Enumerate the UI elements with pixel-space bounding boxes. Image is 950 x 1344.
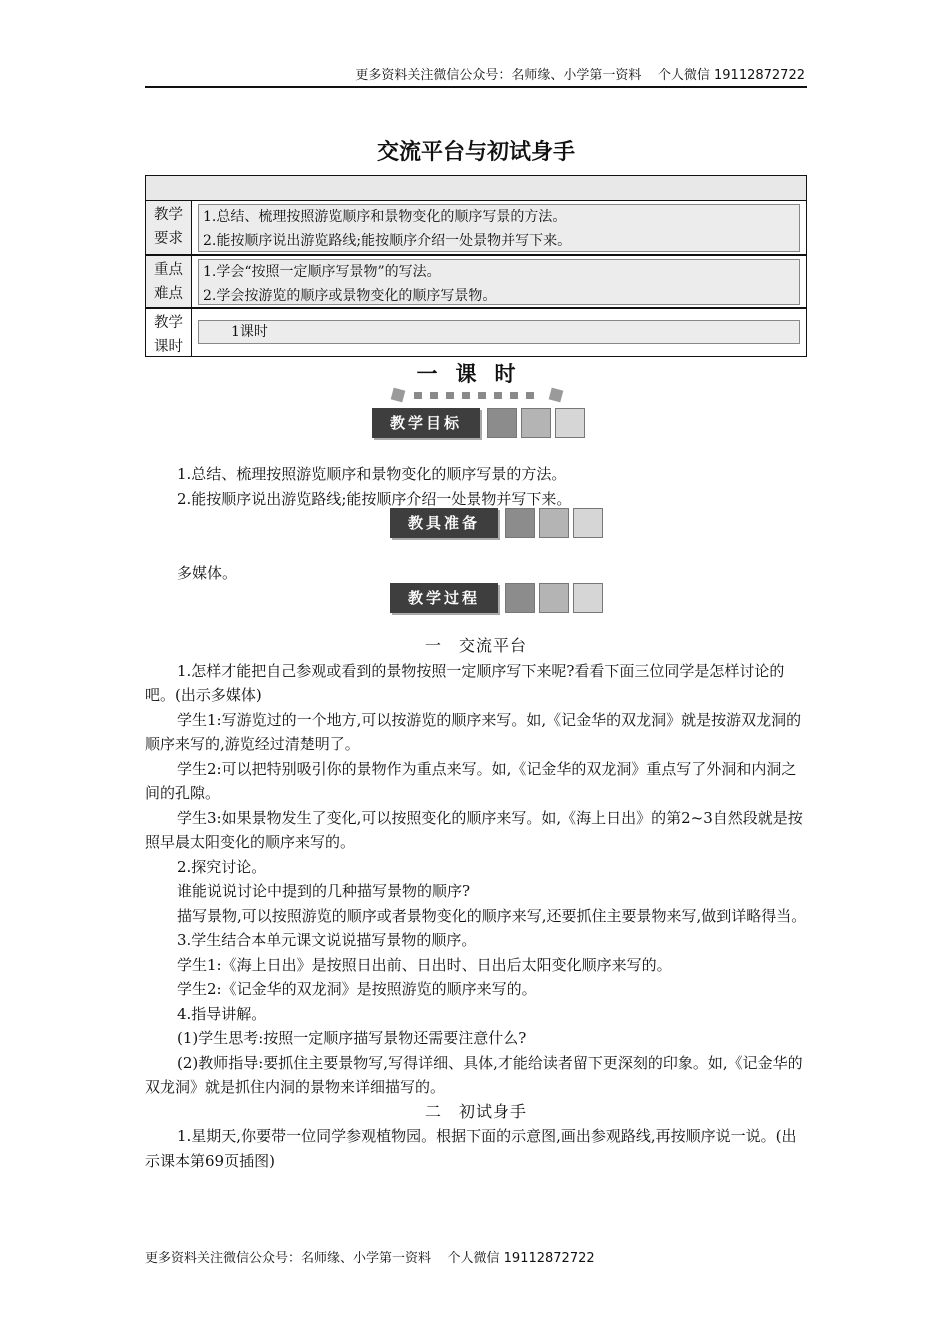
section-subtitle: 一 交流平台 xyxy=(424,636,527,655)
process-paragraph: 4.指导讲解。 xyxy=(177,1004,267,1023)
page-title: 交流平台与初试身手 xyxy=(376,140,575,165)
info-row-hours xyxy=(146,309,806,356)
lesson-banner-text: 一课时 xyxy=(416,362,534,386)
objectives-list xyxy=(145,462,807,511)
process-paragraph: (1)学生思考:按照一定顺序描写景物还需要注意什么? xyxy=(177,1029,527,1047)
objective-item: 1.总结、梳理按照游览顺序和景物变化的顺序写景的方法。 xyxy=(177,465,567,483)
label-line: 难点 xyxy=(154,286,183,302)
label-line: 教学 xyxy=(154,207,183,223)
info-table-top-bar xyxy=(146,176,806,201)
process-paragraph: 1.星期天,你要带一位同学参观植物园。根据下面的示意图,画出参观路线,再按顺序说一说。(出示课本第69页插图) xyxy=(145,1127,797,1170)
page-footer: 更多资料关注微信公众号：名师缘、小学第一资料 个人微信 19112872722 xyxy=(145,1251,595,1266)
process-paragraph: 描写景物,可以按照游览的顺序或者景物变化的顺序来写,还要抓住主要景物来写,做到详略得当。 xyxy=(177,906,807,925)
badge-square xyxy=(573,508,603,538)
badge-square xyxy=(539,583,569,613)
info-row-content xyxy=(198,320,800,344)
badge-label: 教学过程 xyxy=(390,583,498,613)
content-line: 1课时 xyxy=(231,324,268,340)
process-paragraph: 谁能说说讨论中提到的几种描写景物的顺序? xyxy=(177,882,471,900)
info-row-label xyxy=(146,309,192,356)
process-paragraph: 学生2:《记金华的双龙洞》是按照游览的顺序来写的。 xyxy=(177,980,537,998)
materials-item: 多媒体。 xyxy=(177,564,238,582)
process-paragraph: 2.探究讨论。 xyxy=(177,857,267,876)
info-row-keypoints xyxy=(146,256,806,308)
badge-square xyxy=(487,408,517,438)
badge-label: 教具准备 xyxy=(390,508,498,538)
process-paragraph: 3.学生结合本单元课文说说描写景物的顺序。 xyxy=(177,931,477,949)
banner-dots-decoration xyxy=(392,388,562,402)
process-badge xyxy=(390,583,600,615)
process-paragraph: 学生1:写游览过的一个地方,可以按游览的顺序来写。如,《记金华的双龙洞》就是按游双龙洞的顺序来写的,游览经过清楚明了。 xyxy=(145,710,802,753)
info-row-label xyxy=(146,256,192,308)
info-row-content xyxy=(198,204,800,252)
objectives-badge xyxy=(372,408,582,440)
process-paragraph: 学生2:可以把特别吸引你的景物作为重点来写。如,《记金华的双龙洞》重点写了外洞和内洞之间的孔隙。 xyxy=(145,759,797,802)
badge-square xyxy=(555,408,585,438)
header-rule xyxy=(145,86,807,88)
info-row-content xyxy=(198,259,800,305)
badge-square xyxy=(539,508,569,538)
info-row-requirements xyxy=(146,201,806,255)
content-line: 2.学会按游览的顺序或景物变化的顺序写景物。 xyxy=(203,288,497,304)
process-paragraph: (2)教师指导:要抓住主要景物写,写得详细、具体,才能给读者留下更深刻的印象。如,《记金华的双龙洞》就是抓住内洞的景物来详细描写的。 xyxy=(145,1053,803,1096)
badge-label: 教学目标 xyxy=(372,408,480,438)
badge-square xyxy=(573,583,603,613)
process-paragraph: 学生1:《海上日出》是按照日出前、日出时、日出后太阳变化顺序来写的。 xyxy=(177,955,672,974)
objective-item: 2.能按顺序说出游览路线;能按顺序介绍一处景物并写下来。 xyxy=(177,489,572,508)
label-line: 课时 xyxy=(154,339,183,355)
lesson-banner xyxy=(380,358,570,406)
label-line: 重点 xyxy=(154,262,183,278)
materials-badge xyxy=(390,508,600,540)
content-line: 2.能按顺序说出游览路线;能按顺序介绍一处景物并写下来。 xyxy=(203,233,572,249)
page-header: 更多资料关注微信公众号：名师缘、小学第一资料 个人微信 19112872722 xyxy=(355,68,805,83)
content-line: 1.总结、梳理按照游览顺序和景物变化的顺序写景的方法。 xyxy=(203,209,567,225)
info-table xyxy=(145,175,807,357)
materials-text xyxy=(145,561,807,586)
badge-square xyxy=(521,408,551,438)
process-body xyxy=(145,634,807,1173)
badge-square xyxy=(505,508,535,538)
badge-square xyxy=(505,583,535,613)
content-line: 1.学会“按照一定顺序写景物”的写法。 xyxy=(203,264,441,280)
process-paragraph: 1.怎样才能把自己参观或看到的景物按照一定顺序写下来呢?看看下面三位同学是怎样讨论的吧。(出示多媒体) xyxy=(145,661,785,704)
info-row-label xyxy=(146,201,192,255)
label-line: 要求 xyxy=(154,231,183,247)
process-paragraph: 学生3:如果景物发生了变化,可以按照变化的顺序来写。如,《海上日出》的第2~3自然段就是按照早晨太阳变化的顺序来写的。 xyxy=(145,808,803,851)
section-subtitle: 二 初试身手 xyxy=(424,1101,527,1121)
label-line: 教学 xyxy=(154,315,183,331)
